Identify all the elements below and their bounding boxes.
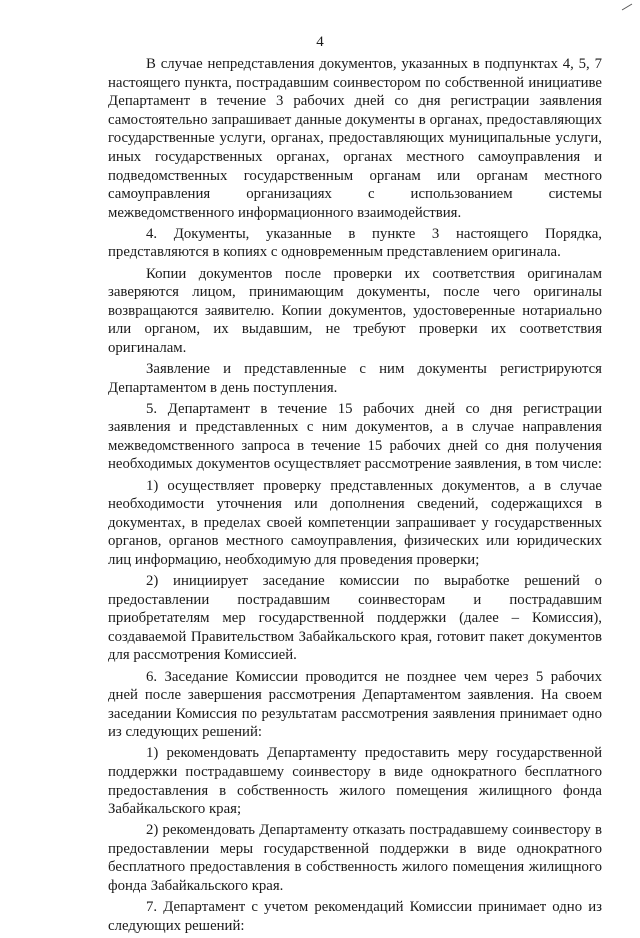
paragraph-item-6-subitem-1: 1) рекомендовать Департаменту предоставить меру государственной поддержки пострадавшему соинвестору в виде однократного бесплатного предоставления в собственность жилого помещения жилищного фонда Забайкальского края; xyxy=(108,745,602,818)
paragraph-request-documents: В случае непредставления документов, указанных в подпунктах 4, 5, 7 настоящего пункта, пострадавшим соинвестором по собственной инициативе Департамент в течение 3 рабочих дней со дня регистрации заявления самостоятельно запрашивает данные документы в органах, предоставляющих государственные услуги, органах, предоставляющих муниципальные услуги, иных государственных органах, органах местного самоуправления и подведомственных государственным органам или органам местного самоуправления организациях с использованием системы межведомственного информационного взаимодействия. xyxy=(108,56,602,221)
corner-tick-mark xyxy=(620,2,634,16)
paragraph-item-4: 4. Документы, указанные в пункте 3 настоящего Порядка, представляются в копиях с одновременным представлением оригинала. xyxy=(108,225,602,261)
paragraph-item-6: 6. Заседание Комиссии проводится не позднее чем через 5 рабочих дней после завершения рассмотрения Департаментом заявления. На своем заседании Комиссия по результатам рассмотрения заявления принимает одно из следующих решений: xyxy=(108,668,602,741)
paragraph-item-6-subitem-2: 2) рекомендовать Департаменту отказать пострадавшему соинвестору в предоставлении меры государственной поддержки в виде однократного бесплатного предоставления в собственность жилого помещения жилищного фонда Забайкальского края. xyxy=(108,822,602,895)
paragraph-copies-certification: Копии документов после проверки их соответствия оригиналам заверяются лицом, принимающим документы, после чего оригиналы возвращаются заявителю. Копии документов, удостоверенные нотариально или органом, их выдавшим, не требуют проверки их соответствия оригиналам. xyxy=(108,265,602,356)
paragraph-item-5: 5. Департамент в течение 15 рабочих дней со дня регистрации заявления и представленных с ним документов, а в случае направления межведомственного запроса в течение 15 рабочих дней со дня получения необходимых документов осуществляет рассмотрение заявления, в том числе: xyxy=(108,400,602,473)
paragraph-item-7: 7. Департамент с учетом рекомендаций Комиссии принимает одно из следующих решений: xyxy=(108,899,602,934)
paragraph-item-5-subitem-1: 1) осуществляет проверку представленных документов, а в случае необходимости уточнения или дополнения сведений, содержащихся в документах, в пределах своей компетенции запрашивает у государственных органов, органов местного самоуправления, физических или юридических лиц информацию, необходимую для проведения проверки; xyxy=(108,477,602,568)
paragraph-registration: Заявление и представленные с ним документы регистрируются Департаментом в день поступления. xyxy=(108,361,602,396)
page-number: 4 xyxy=(316,34,324,50)
document-body xyxy=(108,55,602,938)
paragraph-item-5-subitem-2: 2) инициирует заседание комиссии по выработке решений о предоставлении пострадавшим соинвесторам и пострадавшим приобретателям мер государственной поддержки (далее – Комиссия), создаваемой Правительством Забайкальского края, готовит пакет документов для рассмотрения Комиссией. xyxy=(108,573,602,664)
